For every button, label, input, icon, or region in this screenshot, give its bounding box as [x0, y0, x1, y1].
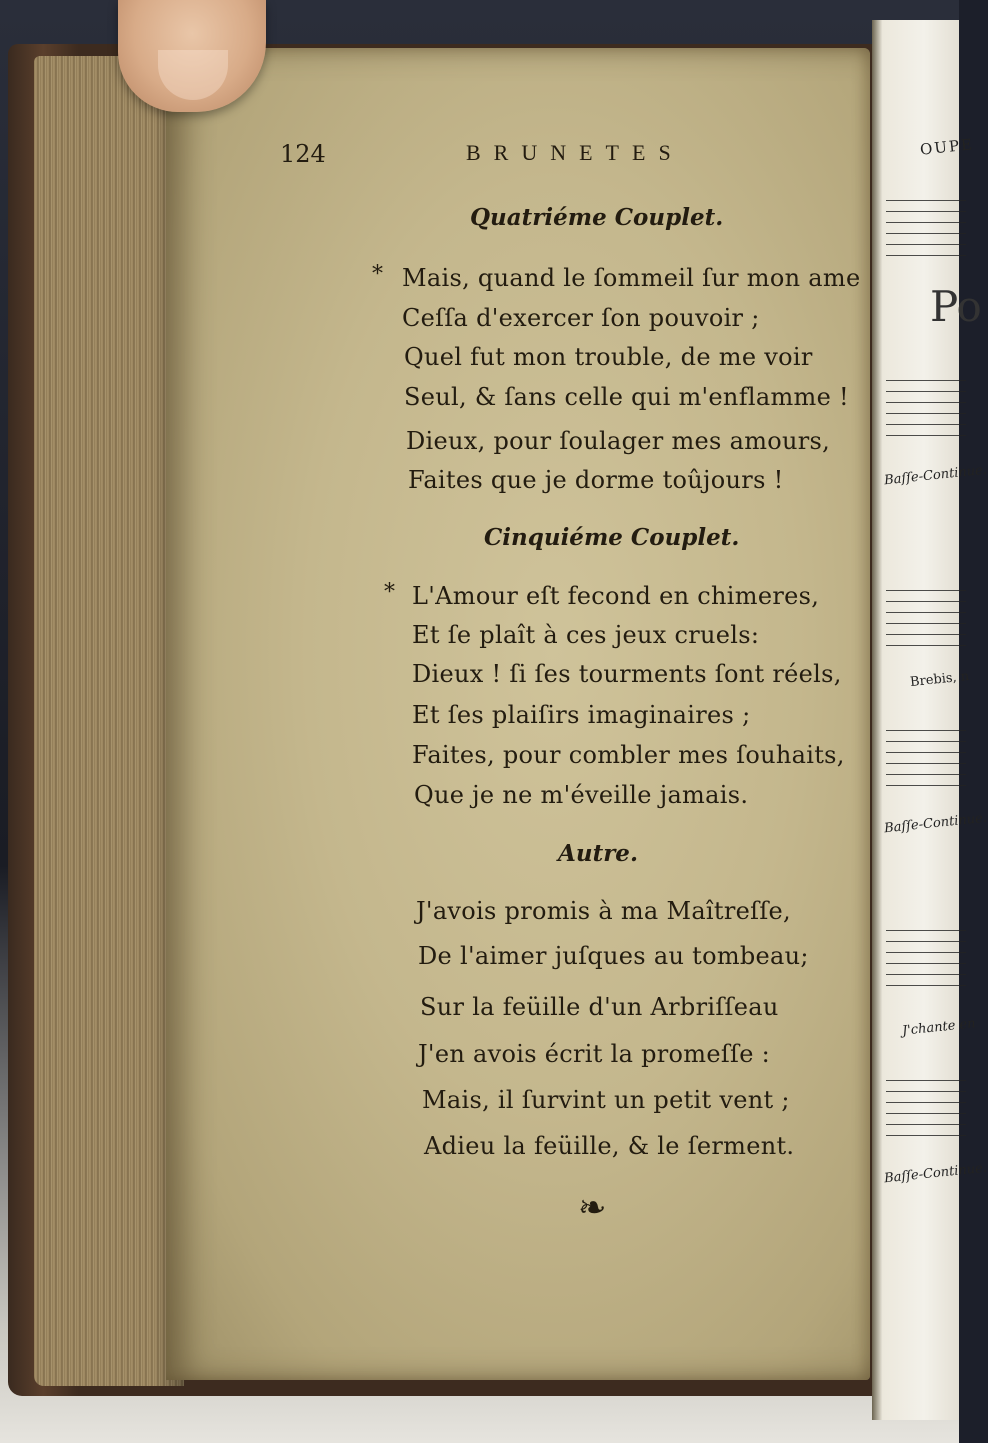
verse-line: Quel fut mon trouble, de me voir [404, 343, 813, 371]
verse-line: Mais, il ſurvint un petit vent ; [422, 1086, 790, 1114]
verse-line: Faites que je dorme toûjours ! [408, 466, 784, 494]
facing-page [872, 20, 988, 1420]
page-number: 124 [280, 140, 326, 168]
music-staff [886, 1070, 966, 1140]
verse-line: Que je ne m'éveille jamais. [414, 781, 749, 809]
stanza-marker: * [384, 580, 395, 605]
stanza-marker: * [372, 262, 383, 287]
facing-page-label: Baſſe-Continue. [883, 1160, 988, 1187]
verse-line: Dieux, pour ſoulager mes amours, [406, 427, 831, 455]
facing-page-label: Brebis, n [909, 668, 970, 691]
running-head: BRUNETES [466, 140, 684, 165]
verse-line: Sur la feüille d'un Arbriſſeau [420, 993, 779, 1021]
stanza-heading: Quatriéme Couplet. [470, 204, 724, 231]
music-staff [886, 920, 966, 990]
facing-page-label: J'chante en [901, 1016, 977, 1039]
facing-page-big-letter: Po [930, 282, 982, 331]
facing-page-label: Baſſe-Continue. [883, 462, 988, 489]
verse-line: Et ſe plaît à ces jeux cruels: [412, 621, 760, 649]
verse-line: De l'aimer juſques au tombeau; [418, 942, 809, 970]
tailpiece-ornament: ❧ [578, 1188, 607, 1228]
verse-line: Seul, & ſans celle qui m'enflamme ! [404, 383, 849, 411]
verse-line: Et ſes plaiſirs imaginaires ; [412, 701, 751, 729]
verse-line: L'Amour eſt fecond en chimeres, [412, 582, 820, 610]
verse-line: Ceſſa d'exercer ſon pouvoir ; [402, 304, 760, 332]
music-staff [886, 580, 966, 650]
stanza-heading: Cinquiéme Couplet. [484, 524, 740, 551]
verse-line: J'avois promis à ma Maîtreſſe, [416, 897, 791, 925]
facing-page-label: Baſſe-Continue. [883, 810, 988, 837]
verse-line: Mais, quand le ſommeil ſur mon ame [402, 264, 861, 292]
page-edges [34, 56, 184, 1386]
verse-line: Adieu la feüille, & le ſerment. [424, 1132, 795, 1160]
facing-page-header: OUPE [919, 135, 975, 159]
stanza-heading: Autre. [558, 840, 638, 867]
verse-line: J'en avois écrit la promeſſe : [418, 1040, 771, 1068]
verse-line: Dieux ! ſi ſes tourments ſont réels, [412, 660, 842, 688]
music-staff [886, 370, 966, 440]
music-staff [886, 190, 966, 260]
music-staff [886, 720, 966, 790]
verse-line: Faites, pour combler mes ſouhaits, [412, 741, 845, 769]
